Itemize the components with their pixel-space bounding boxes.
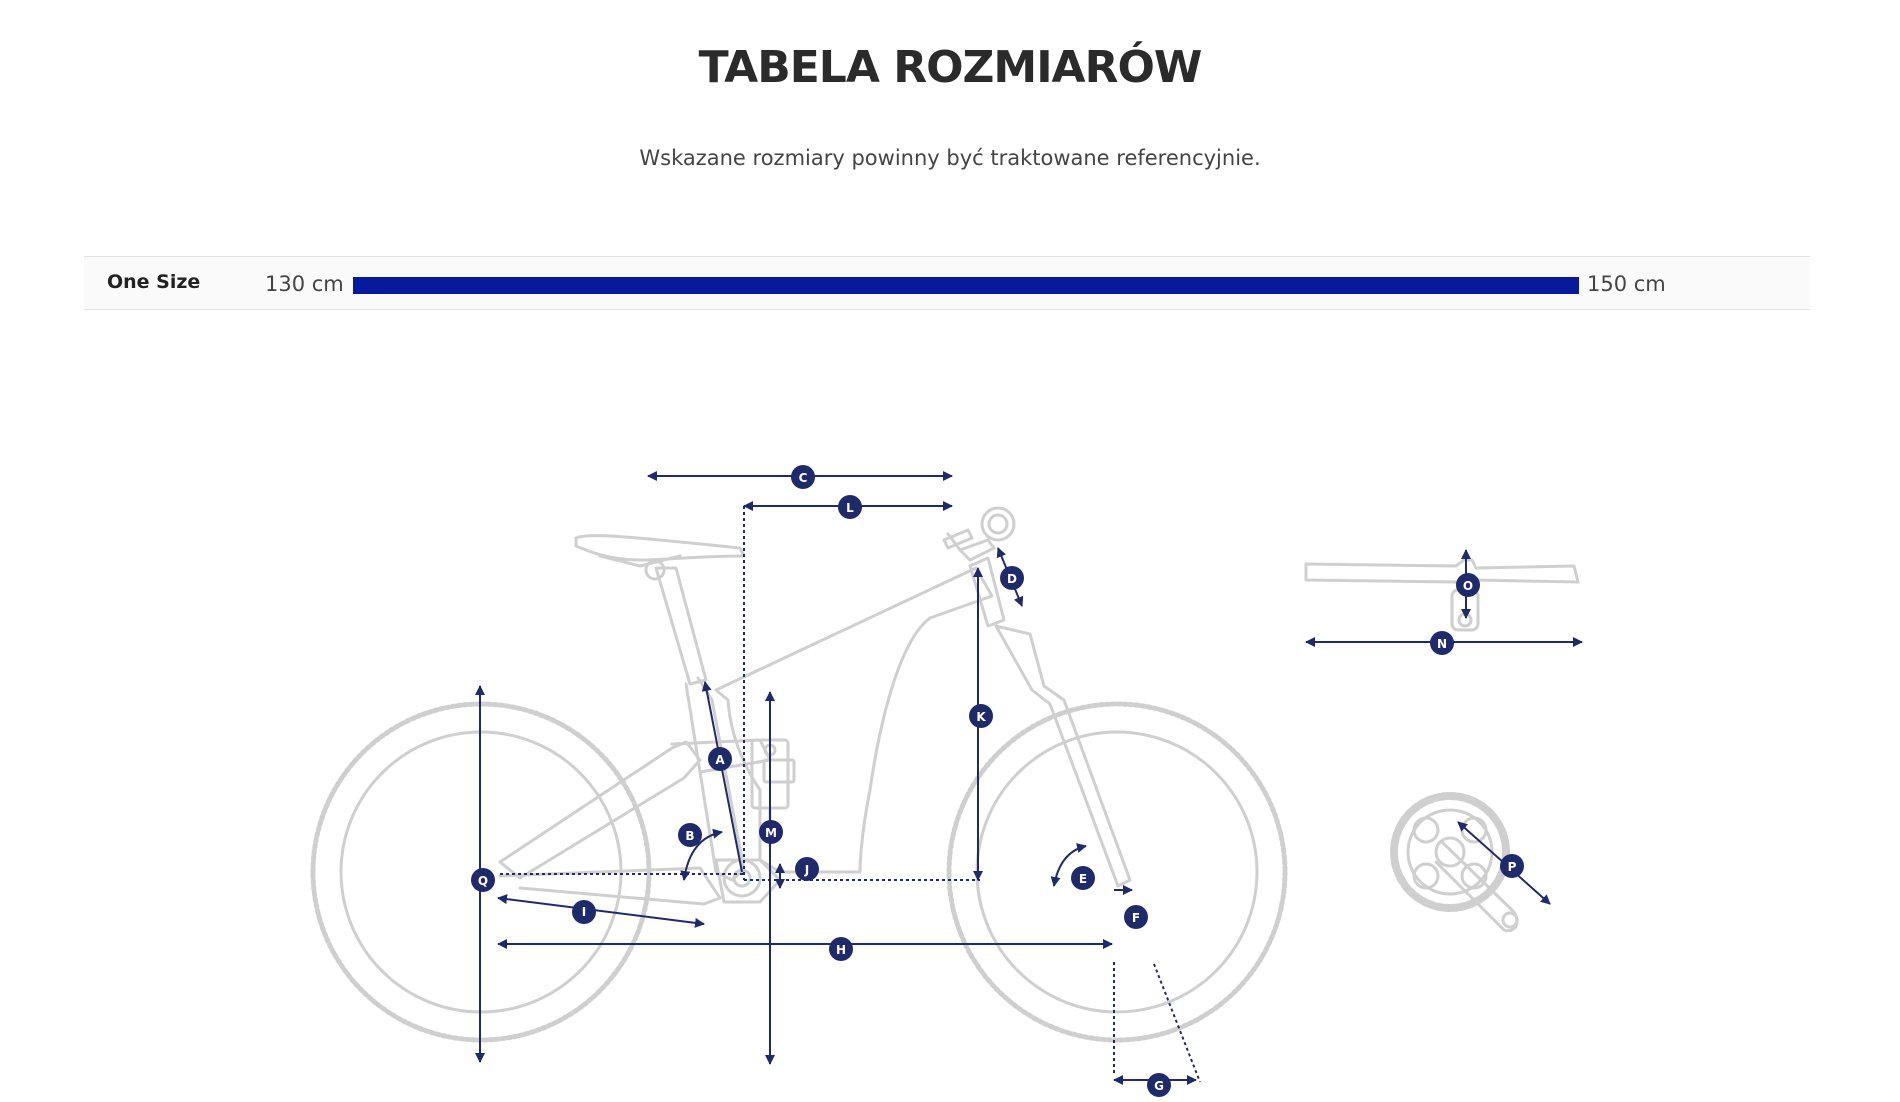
fork (996, 626, 1130, 886)
badge-e (1071, 866, 1095, 890)
badge-e-label: E (1078, 872, 1088, 886)
page-subtitle: Wskazane rozmiary powinny być traktowane referencyjnie. (639, 146, 1261, 170)
badge-c-label: C (798, 471, 808, 485)
front-rim (977, 732, 1257, 1012)
badge-d-label: D (1007, 572, 1017, 586)
badge-j-label: J (804, 863, 810, 877)
handlebar-top-view (1306, 560, 1578, 590)
badge-b-label: B (685, 829, 695, 843)
badge-b (678, 823, 702, 847)
seat-stay (500, 742, 700, 878)
frame-top-tube (716, 568, 992, 872)
handlebar-end (982, 508, 1014, 540)
seat-post (656, 568, 706, 684)
badge-h-label: H (835, 943, 847, 957)
badge-q-label: Q (477, 874, 489, 888)
size-min-height: 130 cm (265, 272, 344, 296)
size-max-height: 150 cm (1587, 272, 1666, 296)
badge-i-label: I (581, 905, 587, 919)
badge-o-label: O (1462, 579, 1474, 593)
badge-f-label: F (1131, 911, 1141, 925)
chainring (1394, 796, 1506, 908)
badge-h (829, 937, 853, 961)
badge-a (708, 747, 732, 771)
badge-k-label: K (976, 710, 986, 724)
badge-n (1430, 631, 1454, 655)
badge-k (969, 704, 993, 728)
badge-l (838, 495, 862, 519)
badge-m (759, 820, 783, 844)
badge-d (1000, 566, 1024, 590)
badge-c (791, 465, 815, 489)
badge-p (1500, 854, 1524, 878)
badge-n-label: N (1436, 637, 1448, 651)
badge-i (572, 900, 596, 924)
badge-m-label: M (765, 826, 777, 840)
badge-f (1124, 905, 1148, 929)
badge-a-label: A (715, 753, 725, 767)
badge-g (1147, 1073, 1171, 1097)
bike-drawing (313, 508, 1578, 1040)
page-title: TABELA ROZMIARÓW (698, 42, 1202, 93)
front-tire (949, 704, 1285, 1040)
badge-o (1456, 573, 1480, 597)
badge-j (795, 857, 819, 881)
size-label: One Size (107, 271, 201, 293)
badge-g-label: G (1154, 1079, 1164, 1093)
badge-p-label: P (1507, 860, 1517, 874)
badge-l-label: L (846, 501, 854, 515)
badge-q (471, 868, 495, 892)
